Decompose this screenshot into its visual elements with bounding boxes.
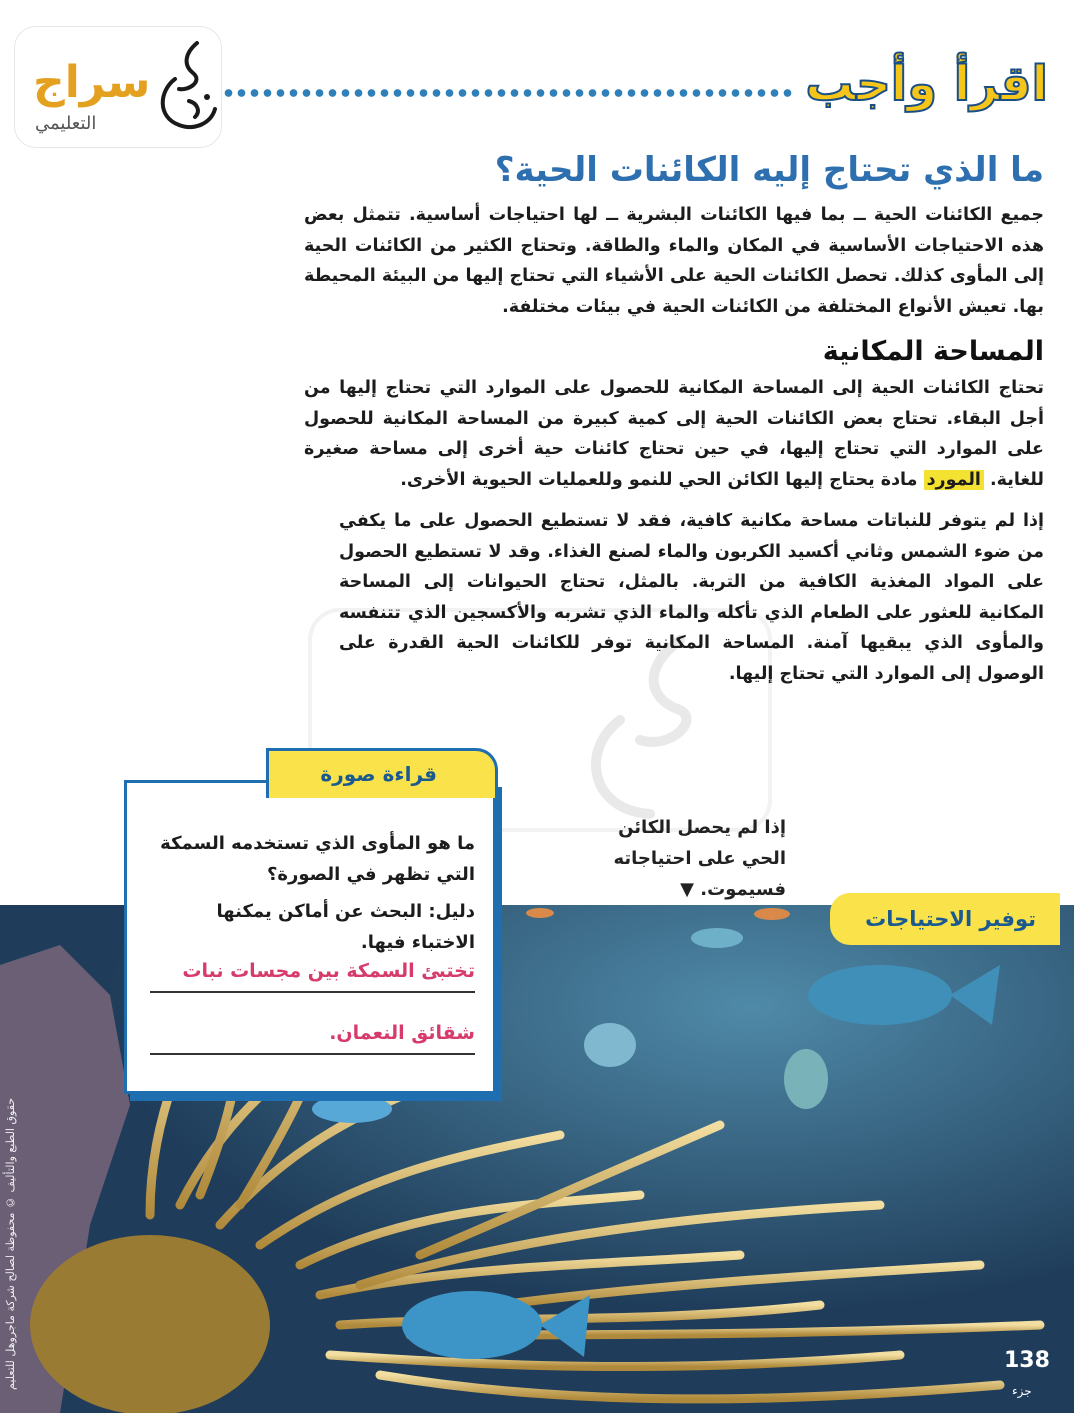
header-dotted-rule <box>222 86 796 100</box>
read-picture-label: قراءة صورة <box>266 748 498 798</box>
read-picture-hint: دليل: البحث عن أماكن يمكنها الاختباء فيها. <box>216 901 475 953</box>
answer-line-1[interactable]: تختبئ السمكة بين مجسات نبات <box>182 960 475 982</box>
photo-tag: توفير الاحتياجات <box>830 893 1060 945</box>
intro-paragraph: جميع الكائنات الحية ــ بما فيها الكائنات البشرية ــ لها احتياجات أساسية. تتمثل بعض هذه الاحتياجات الأساسية في المكان والماء والطاقة. وتحتاج الكثير من الكائنات الحية إلى المأوى كذلك. تحصل الكائنات الحية على الأشياء التي تحتاج إليها من البيئة المحيطة بها. تعيش الأنواع المختلفة من الكائنات الحية في بيئات مختلفة. <box>304 205 1044 317</box>
logo-name: سراج <box>33 57 151 108</box>
plants-animals-paragraph: إذا لم يتوفر للنباتات مساحة مكانية كافية، فقد لا تستطيع الحصول على ما يكفي من ضوء الشمس وثاني أكسيد الكربون والماء لصنع الغذاء. وقد لا تستطيع الحصول على المواد المغذية الكافية من التربة. بالمثل، تحتاج الحيوانات إلى المساحة المكانية للعثور على الطعام الذي تأكله والماء الذي تشربه والأكسجين الذي تتنفسه والمأوى الذي يبقيها آمنة. المساحة المكانية توفر للكائنات الحية القدرة على الوصول إلى الموارد التي تحتاج إليها. <box>339 511 1044 684</box>
lesson-title: ما الذي تحتاج إليه الكائنات الحية؟ <box>494 150 1044 190</box>
answer-line-2[interactable]: شقائق النعمان. <box>329 1022 475 1044</box>
answer-rule-1 <box>150 991 475 993</box>
subsection-heading: المساحة المكانية <box>822 336 1044 367</box>
term-definition: مادة يحتاج إليها الكائن الحي للنمو وللعمليات الحيوية الأخرى. <box>400 469 924 490</box>
page-label: جزء <box>1012 1384 1032 1398</box>
section-badge: اقرأ وأجب <box>805 56 1048 112</box>
read-picture-question: ما هو المأوى الذي تستخدمه السمكة التي تظهر في الصورة؟ <box>160 833 475 885</box>
page-number: 138 <box>1004 1348 1050 1373</box>
photo-caption: إذا لم يحصل الكائن الحي على احتياجاته فسيموت. ▼ <box>613 817 786 900</box>
copyright-credit: حقوق الطبع والتأليف © محفوظة لصالح شركة ماجروهل للتعليم <box>4 1097 17 1390</box>
space-paragraph <box>304 373 1044 495</box>
answer-rule-2 <box>150 1053 475 1055</box>
calligraphy-mark-icon <box>145 39 225 139</box>
vocabulary-term: المورد <box>924 470 984 490</box>
logo-subtitle: التعليمي <box>35 113 97 134</box>
publisher-logo <box>14 26 222 148</box>
space-paragraph-text: تحتاج الكائنات الحية إلى المساحة المكانية للحصول على الموارد التي تحتاج إليها من أجل البقاء. تحتاج بعض الكائنات الحية إلى كمية كبيرة من المساحة المكانية للحصول على الموارد التي تحتاج إليها، في حين تحتاج كائنات حية أخرى إلى مساحة صغيرة للغاية. <box>304 378 1044 490</box>
